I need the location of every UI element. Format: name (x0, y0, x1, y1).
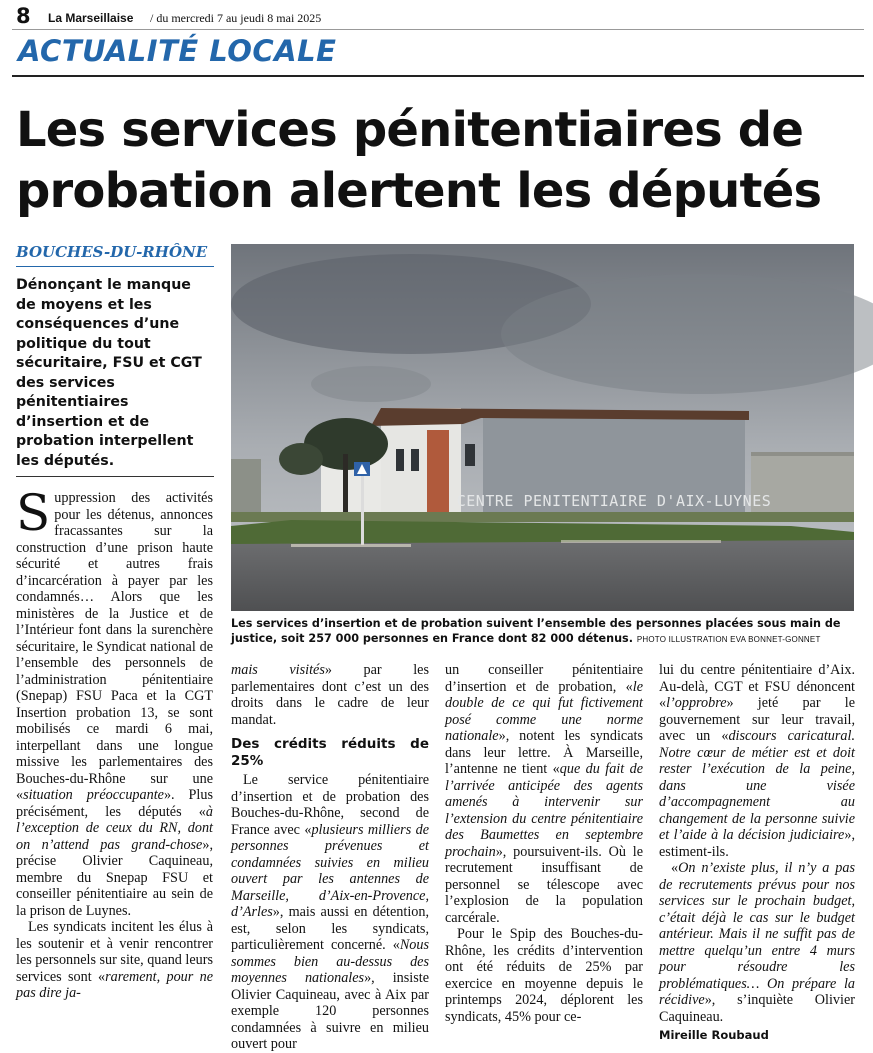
prison-building-photo (231, 244, 854, 611)
building-sign-text: CENTRE PENITENTIAIRE D'AIX-LUYNES (456, 492, 772, 510)
headline (16, 100, 866, 222)
paragraph: lui du centre pénitentiaire d’Aix. Au-delà, CGT et FSU dénoncent «l’opprobre» jeté par le gouvernement sur leur travail, avec un «discours caricatural. Notre cœur de métier est et doit rester l’exécution de la peine, dans une visée d’accompagnement au changement de la personne suivie et l’aide à la décision judiciaire», estiment-ils. (659, 662, 855, 860)
article-photo (231, 244, 854, 611)
paragraph: un conseiller pénitentiaire d’insertion et de probation, «le double de ce qui fut fictivement posé comme une norme nationale», notent les syndicats dans leur lettre. À Marseille, l’antenne ne tient «que du fait de l’arrivée anticipée des agents amenés à intervenir sur l’extension du centre pénitentiaire des Baumettes en septembre prochain», poursuivent-ils. Où le recrutement insuffisant de personnel se télescope avec l’explosion de la population carcérale. (445, 662, 643, 926)
kicker-location: BOUCHES-DU-RHÔNE (16, 243, 208, 261)
page-number: 8 (16, 4, 31, 28)
caption-text: Les services d’insertion et de probation suivent l’ensemble des personnes placées sous main de justice, soit 257 000 personnes en France dont 82 000 détenus. (231, 617, 841, 645)
author-signature: Mireille Roubaud (659, 1028, 769, 1042)
lead-divider (16, 476, 214, 477)
paragraph: «On n’existe plus, il n’y a pas de recrutements prévus pour nos services sur le prochain budget, c’était déjà le cas sur le budget antérieur. Mais il ne suffit pas de mettre quelqu’un entre 4 murs pour résoudre les problématiques… On prépare la récidive», s’inquiète Olivier Caquineau. (659, 860, 855, 1025)
paragraph: Les syndicats incitent les élus à les soutenir et à venir rencontrer les personnels sur site, quand leurs services sont «rarement, pour ne pas dire ja- (16, 919, 214, 1001)
paragraph: Le service pénitentiaire d’insertion et de probation des Bouches-du-Rhône, second de France avec «plusieurs milliers de personnes prévenues et condamnées suivies en milieu ouvert par les antennes de Marseille, d’Aix-en-Provence, d’Arles», mais aussi en détention, est, selon les syndicats, particulièrement concerné. «Nous sommes bien au-dessus des moyennes nationales», insiste Olivier Caquineau, avec à Aix par exemple 120 personnes condamnées à suivre en milieu ouvert pour (231, 772, 429, 1052)
section-title: ACTUALITÉ LOCALE (18, 34, 337, 68)
newspaper-name: La Marseillaise (48, 11, 134, 25)
article-column-4 (659, 662, 855, 1044)
lead-paragraph: Dénonçant le manque de moyens et les conséquences d’une politique du tout sécuritaire, FSU et CGT des services pénitentiaires d’insertion et de probation interpellent les députés. (16, 277, 202, 469)
photo-credit: PHOTO ILLUSTRATION EVA BONNET-GONNET (636, 635, 821, 644)
headline-line-1: Les services pénitentiaires de (16, 102, 804, 158)
section-divider (12, 75, 864, 77)
article-column-3 (445, 662, 643, 1025)
article-column-1 (16, 484, 214, 1002)
page-header (12, 4, 864, 30)
photo-caption (231, 616, 861, 647)
drop-cap: S (16, 484, 51, 542)
subheading: Des crédits réduits de 25% (231, 736, 429, 769)
article-column-2 (231, 662, 429, 1053)
paragraph: Pour le Spip des Bouches-du-Rhône, les crédits d’intervention ont été réduits de 25% par exercice en moyenne depuis le printemps 2024, déplorent les syndicats, 45% pour ce- (445, 926, 643, 1025)
paragraph: mais visités» par les parlementaires dont c’est un des droits dans le cadre de leur mandat. (231, 662, 429, 728)
kicker-divider (16, 266, 214, 267)
paragraph: Suppression des activités pour les détenus, annonces fracassantes sur la construction d’une prison haute sécurité et autres frais d’incarcération à payer par les condamnés… Alors que les ministères de la Justice et de l’Intérieur font dans la surenchère sécuritaire, le Syndicat national de l’ensemble des personnels de l’administration pénitentiaire (Snepap) FSU Paca et la CGT Insertion probation 13, se sont mobilisés ce mardi 6 mai, interpellant dans une longue missive les parlementaires des Bouches-du-Rhône sur une «situation préoccupante». Plus précisément, les députés «à l’exception de ceux du RN, dont on n’attend pas grand-chose», précise Olivier Caquineau, membre du Snepap FSU et conseiller pénitentiaire au sein de la prison de Luynes. (16, 484, 213, 919)
issue-date: / du mercredi 7 au jeudi 8 mai 2025 (150, 11, 322, 25)
headline-line-2: probation alertent les députés (16, 163, 822, 219)
